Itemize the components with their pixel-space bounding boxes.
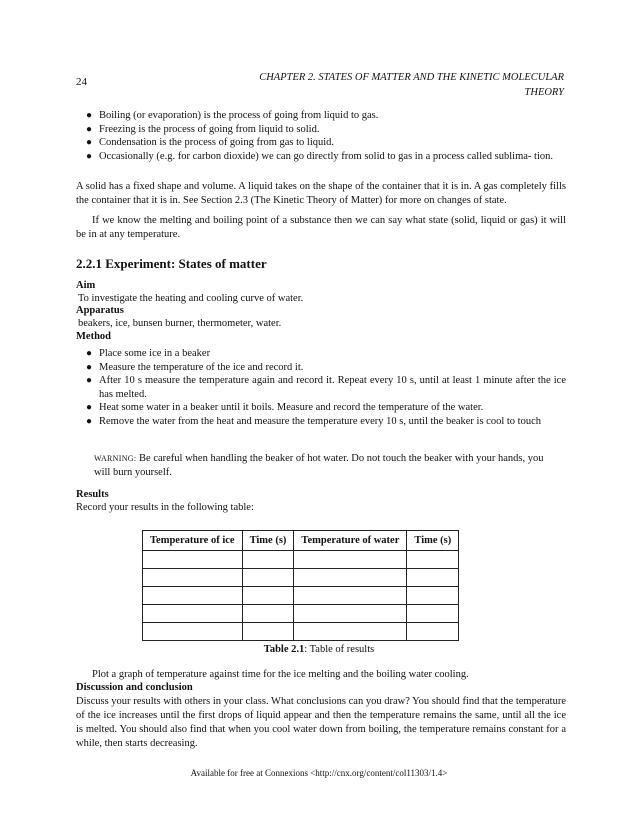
table-cell[interactable] [242,587,294,605]
paragraph-solid-liquid-gas: A solid has a fixed shape and volume. A liquid takes on the shape of the container that it is in. A gas completely fills the container that it is in. See Section 2.3 (The Kinetic Theory of Matter) for more on changes of state. [76,181,566,206]
bullet-icon: ● [86,375,93,386]
bullet-icon: ● [86,348,93,359]
list-item: ● Occasionally (e.g. for carbon dioxide) we can go directly from solid to gas in a process called sublima- tion. [86,150,553,162]
bullet-icon: ● [86,402,93,413]
table-cell[interactable] [294,623,407,641]
table-row [143,587,459,605]
chapter-header-line1: CHAPTER 2. STATES OF MATTER AND THE KINETIC MOLECULAR [259,72,564,83]
bullet-icon: ● [86,150,93,162]
table-row [143,569,459,587]
table-caption-label: Table 2.1 [263,644,305,655]
table-cell[interactable] [294,569,407,587]
table-cell[interactable] [407,551,459,569]
warning-label: WARNING: [94,454,137,463]
column-header: Time (s) [242,531,294,551]
results-text: Record your results in the following table: [76,502,254,513]
apparatus-label: Apparatus [76,305,124,316]
results-table [142,530,459,641]
table-cell[interactable] [143,623,243,641]
table-row [143,623,459,641]
discussion-text: Discuss your results with others in your class. What conclusions can you draw? You should find that the temperature of the ice increases until the first drops of liquid appear and then the temperature remains the same, until all the ice is melted. You should also find that when you cool water down from boiling, the temperature remains constant for a while, then starts decreasing. [76,696,566,749]
table-cell[interactable] [242,569,294,587]
bullet-icon: ● [86,361,93,373]
state-change-list [76,109,566,163]
table-row [143,551,459,569]
table-cell[interactable] [407,605,459,623]
table-cell[interactable] [294,551,407,569]
column-header: Temperature of ice [143,531,243,551]
list-item: ● Place some ice in a beaker [86,348,211,359]
page-number: 24 [76,76,87,88]
table-cell[interactable] [294,605,407,623]
table-cell[interactable] [242,605,294,623]
warning-text: Be careful when handling the beaker of hot water. Do not touch the beaker with your hands, you will burn yourself. [94,453,544,478]
method-list [76,347,566,428]
aim-text: To investigate the heating and cooling curve of water. [78,293,304,304]
table-cell[interactable] [294,587,407,605]
discussion-label: Discussion and conclusion [76,682,193,693]
results-label: Results [76,489,109,500]
bullet-icon: ● [86,137,93,148]
list-item: ● Boiling (or evaporation) is the process of going from liquid to gas. [86,110,379,121]
bullet-icon: ● [86,110,93,121]
bullet-icon: ● [86,415,93,427]
plot-instruction: Plot a graph of temperature against time for the ice melting and the boiling water cooling. [92,669,469,680]
section-title: 2.2.1 Experiment: States of matter [76,256,267,271]
table-cell[interactable] [143,587,243,605]
warning-note [94,452,554,480]
table-cell[interactable] [407,569,459,587]
list-item: ● Measure the temperature of the ice and record it. [86,361,304,373]
column-header: Time (s) [407,531,459,551]
paragraph-melting-boiling: If we know the melting and boiling point of a substance then we can say what state (solid, liquid or gas) it will be in at any temperature. [76,215,566,240]
chapter-header [200,70,564,100]
table-header-row [143,531,459,551]
list-item: ● Remove the water from the heat and measure the temperature every 10 s, until the beaker is cool to touch [86,415,542,427]
table-cell[interactable] [407,587,459,605]
list-item: ● Condensation is the process of going from gas to liquid. [86,137,335,148]
list-item: ● After 10 s measure the temperature again and record it. Repeat every 10 s, until at least 1 minute after the ice has melted. [86,375,566,400]
table-row [143,605,459,623]
list-item: ● Heat some water in a beaker until it boils. Measure and record the temperature of the water. [86,402,484,413]
table-caption [0,644,638,655]
apparatus-text: beakers, ice, bunsen burner, thermometer, water. [78,318,282,329]
footer: Available for free at Connexions <http://cnx.org/content/col11303/1.4> [190,768,448,778]
table-cell[interactable] [143,551,243,569]
list-item: ● Freezing is the process of going from liquid to solid. [86,123,320,135]
column-header: Temperature of water [294,531,407,551]
table-cell[interactable] [242,623,294,641]
table-cell[interactable] [407,623,459,641]
table-cell[interactable] [143,605,243,623]
chapter-header-line2: THEORY [524,87,564,98]
table-caption-text: : Table of results [304,644,375,655]
aim-label: Aim [76,280,96,291]
method-label: Method [76,331,111,342]
table-cell[interactable] [143,569,243,587]
table-cell[interactable] [242,551,294,569]
bullet-icon: ● [86,123,93,135]
